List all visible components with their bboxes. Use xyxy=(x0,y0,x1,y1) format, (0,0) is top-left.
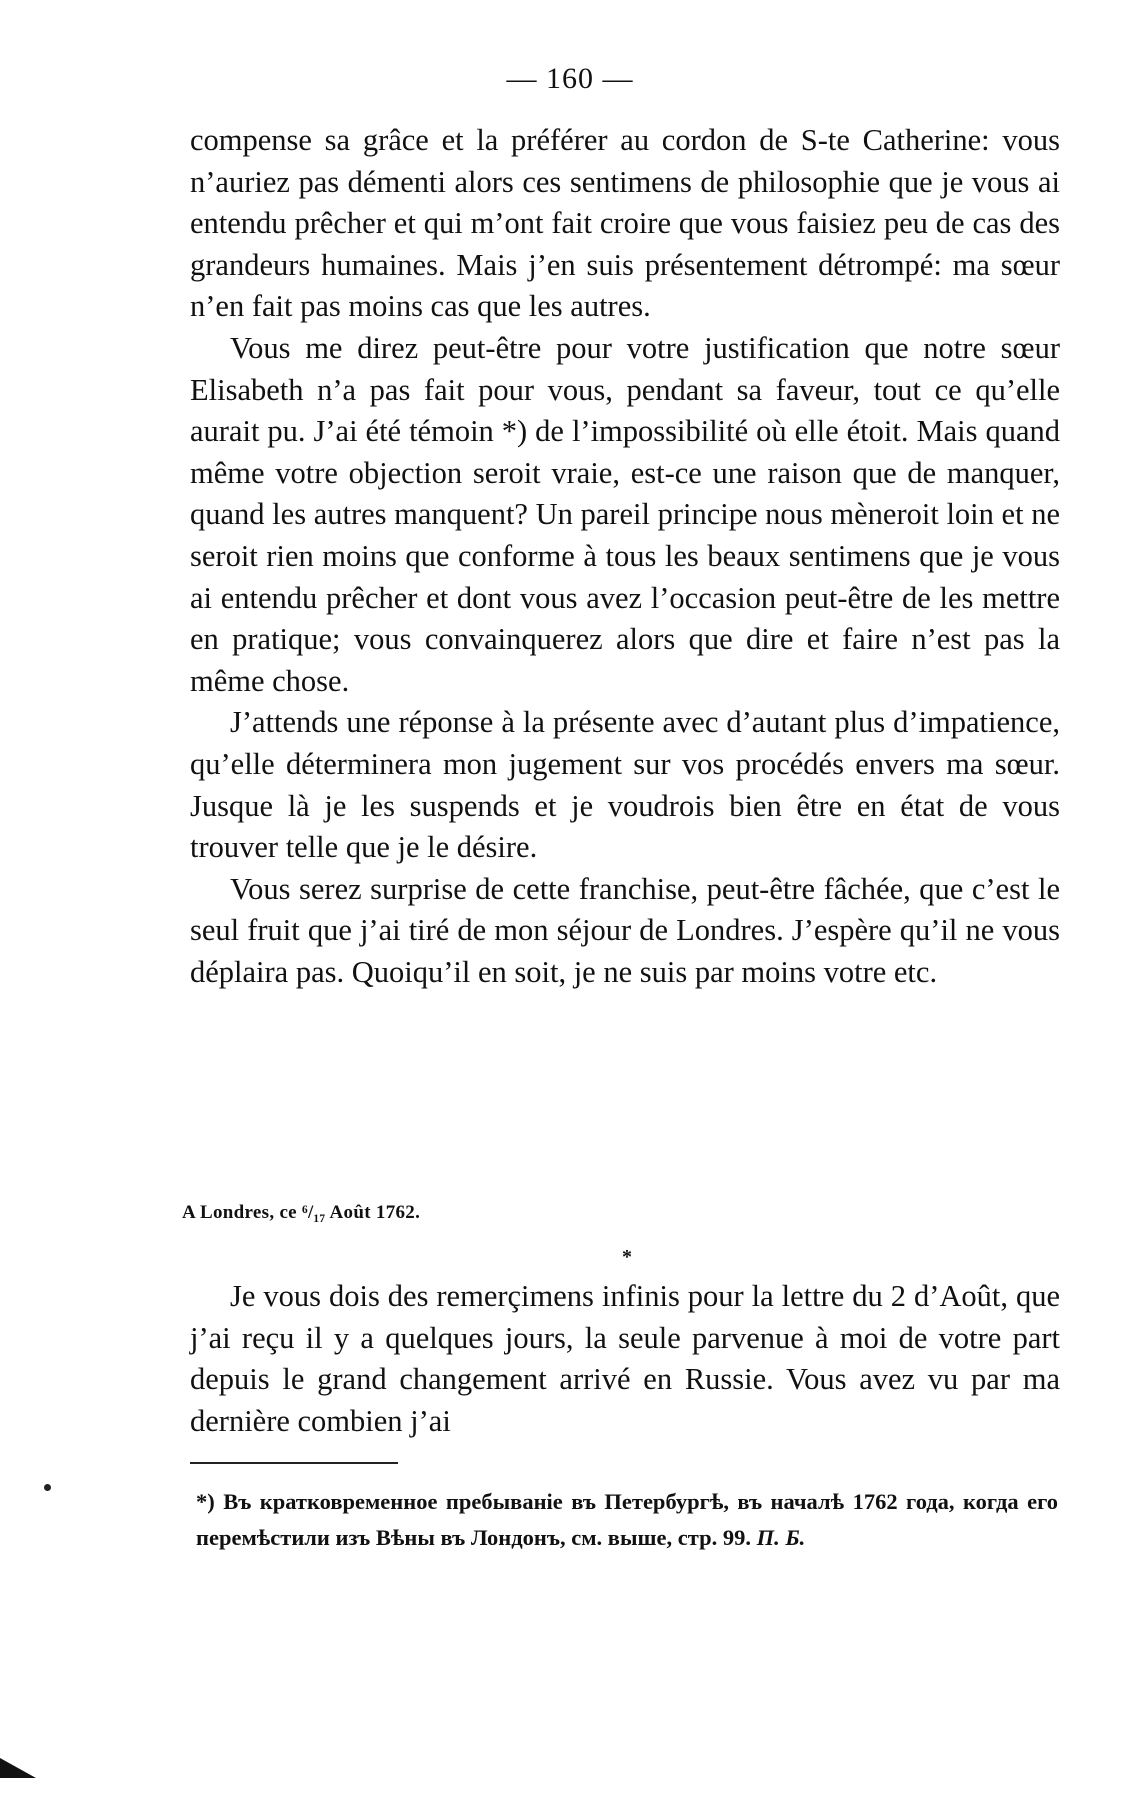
paragraph-closing: Vous serez surprise de cette franchise, peut-être fâchée, que c’est le seul fruit que j’ai tiré de mon séjour de Londres. J’espère qu’il ne vous déplaira pas. Quoiqu’il en soit, je ne suis par moins votre etc. xyxy=(190,871,1060,989)
footnote xyxy=(196,1484,1058,1556)
footnote-text: *) Въ кратковременное пребываніе въ Петербургѣ, въ началѣ 1762 года, когда его перемѣстили изъ Вѣны въ Лондонъ, см. выше, стр. 99. xyxy=(196,1489,1058,1550)
paragraph-continuation: compense sa grâce et la préférer au cordon de S-te Catherine: vous n’auriez pas démenti alors ces sentimens de philosophie que je vous ai entendu prêcher et qui m’ont fait croire que vous faisiez peu de cas des grandeurs humaines. Mais j’en suis présentement détrompé: ma sœur n’en fait pas moins cas que les autres. xyxy=(190,123,1060,324)
scan-corner-mark xyxy=(0,1758,36,1778)
letter-body xyxy=(190,120,1060,993)
footnote-divider xyxy=(190,1462,398,1464)
scan-speck xyxy=(44,1484,51,1491)
paragraph-next-letter-opening: Je vous dois des remerçimens infinis pour la lettre du 2 d’Août, que j’ai reçu il y a quelques jours, la seule parvenue à moi de votre part depuis le grand changement arrivé en Russie. Vous avez vu par ma dernière combien j’ai xyxy=(190,1279,1060,1438)
letter-dateline: A Londres, ce ⁶/₁₇ Août 1762. xyxy=(182,1202,421,1223)
footnote-initials: П. Б. xyxy=(756,1525,806,1550)
paragraph-reply-request: J’attends une réponse à la présente avec d’autant plus d’impatience, qu’elle déterminera mon jugement sur vos procédés envers ma sœur. Jusque là je les suspends et je voudrois bien être en état de vous trouver telle que je le désire. xyxy=(190,705,1060,865)
next-letter-body xyxy=(190,1276,1060,1442)
section-separator-asterisk: * xyxy=(622,1246,632,1268)
paragraph-justification: Vous me direz peut-être pour votre justification que notre sœur Elisabeth n’a pas fait pour vous, pendant sa faveur, tout ce qu’elle aurait pu. J’ai été témoin *) de l’impossibilité où elle étoit. Mais quand même votre objection seroit vraie, est-ce une raison que de manquer, quand les autres manquent? Un pareil principe nous mèneroit loin et ne seroit rien moins que conforme à tous les beaux sentimens que je vous ai entendu prêcher et dont vous avez l’occasion peut-être de les mettre en pratique; vous convainquerez alors que dire et faire n’est pas la même chose. xyxy=(190,330,1060,698)
page-number: — 160 — xyxy=(506,62,634,95)
